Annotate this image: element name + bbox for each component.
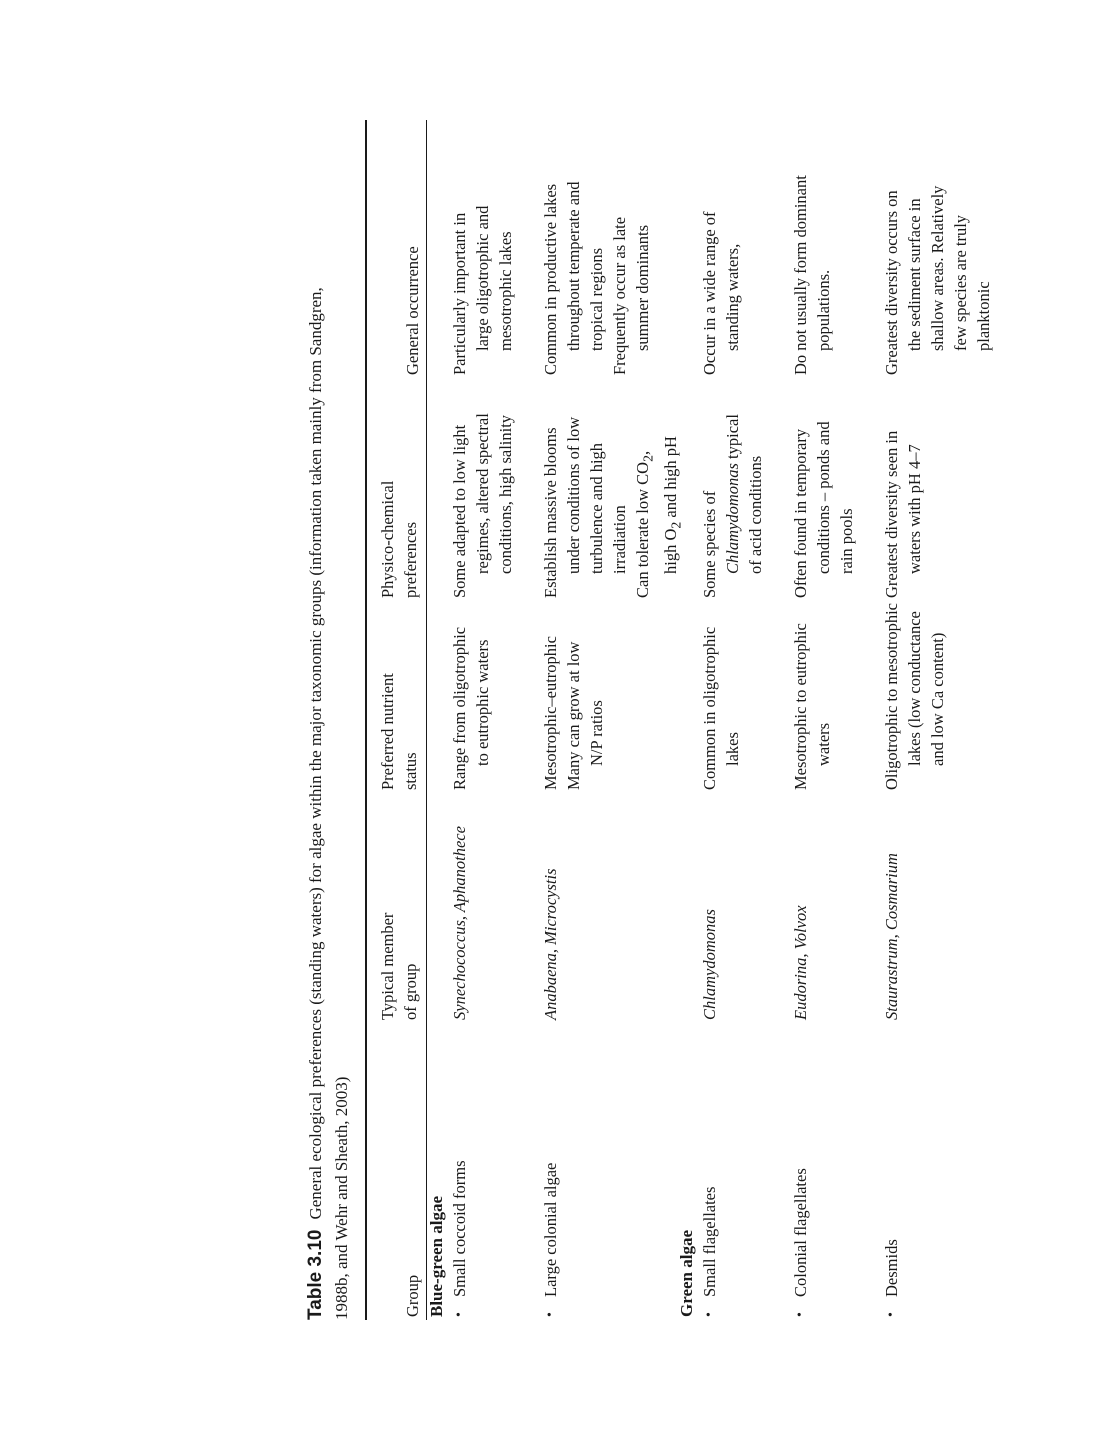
row5-nutrient: Oligotrophic to mesotrophic lakes (low conductance and low Ca content) bbox=[882, 603, 947, 790]
row4-group: Colonial flagellates bbox=[791, 1168, 810, 1297]
section-green: Green algae bbox=[677, 1229, 696, 1317]
row2-occurrence: Common in productive lakes throughout temperate and tropical regions Frequently occur as late summer dominants bbox=[541, 181, 652, 375]
row5-occurrence: Greatest diversity occurs on the sediment surface in shallow areas. Relatively few species are truly planktonic bbox=[882, 185, 993, 375]
row4-physico: Often found in temporary conditions – ponds and rain pools bbox=[791, 421, 856, 598]
row1-member: Synechococcus, Aphanothece bbox=[450, 826, 469, 1020]
row4-nutrient: Mesotrophic to eutrophic waters bbox=[791, 623, 833, 790]
row5-physico: Greatest diversity seen in waters with pH 4–7 bbox=[882, 430, 924, 598]
header-occurrence: General occurrence bbox=[403, 246, 422, 375]
row1-occurrence: Particularly important in large oligotrophic and mesotrophic lakes bbox=[450, 205, 515, 375]
row5-member: Staurastrum, Cosmarium bbox=[882, 853, 901, 1020]
row2-member: Anabaena, Microcystis bbox=[541, 868, 560, 1020]
row1-physico: Some adapted to low light regimes, altered spectral conditions, high salinity bbox=[450, 413, 515, 598]
row3-member: Chlamydomonas bbox=[700, 909, 719, 1020]
header-group: Group bbox=[403, 1274, 422, 1317]
bullet: • bbox=[543, 1312, 558, 1317]
bullet: • bbox=[793, 1312, 808, 1317]
rotated-page bbox=[303, 120, 1103, 1320]
table-caption bbox=[303, 120, 355, 1320]
row2-group: Large colonial algae bbox=[541, 1162, 560, 1297]
caption-text-line1: General ecological preferences (standing waters) for algae within the major taxonomic groups (information taken mainly from Sandgren, bbox=[306, 287, 325, 1220]
row3-physico: Some species of Chlamydomonas typical of acid conditions bbox=[700, 414, 765, 598]
bullet: • bbox=[452, 1312, 467, 1317]
header-rule bbox=[426, 120, 427, 1320]
row5-group: Desmids bbox=[882, 1239, 901, 1297]
row3-group: Small flagellates bbox=[700, 1186, 719, 1297]
row4-occurrence: Do not usually form dominant populations. bbox=[791, 175, 833, 375]
top-rule bbox=[365, 120, 367, 1320]
bullet: • bbox=[702, 1312, 717, 1317]
caption-label: Table 3.10 bbox=[305, 1229, 326, 1320]
row3-occurrence: Occur in a wide range of standing waters, bbox=[700, 211, 742, 375]
row2-nutrient: Mesotrophic–eutrophic Many can grow at low N/P ratios bbox=[541, 636, 606, 790]
caption-text-line2: 1988b, and Wehr and Sheath, 2003) bbox=[332, 1076, 351, 1320]
row2-physico: Establish massive blooms under conditions of low turbulence and high irradiation Can tolerate low $CO_2$, high $O_2$ and high pH bbox=[541, 416, 684, 598]
row4-member: Eudorina, Volvox bbox=[791, 905, 810, 1020]
bullet: • bbox=[884, 1312, 899, 1317]
row1-nutrient: Range from oligotrophic to eutrophic waters bbox=[450, 626, 492, 790]
row1-group: Small coccoid forms bbox=[450, 1160, 469, 1297]
section-blue-green: Blue-green algae bbox=[427, 1195, 446, 1317]
header-nutrient: Preferred nutrient status bbox=[378, 673, 420, 790]
row3-nutrient: Common in oligotrophic lakes bbox=[700, 626, 742, 790]
header-physico: Physico-chemical preferences bbox=[378, 480, 420, 598]
header-member: Typical member of group bbox=[378, 912, 420, 1020]
